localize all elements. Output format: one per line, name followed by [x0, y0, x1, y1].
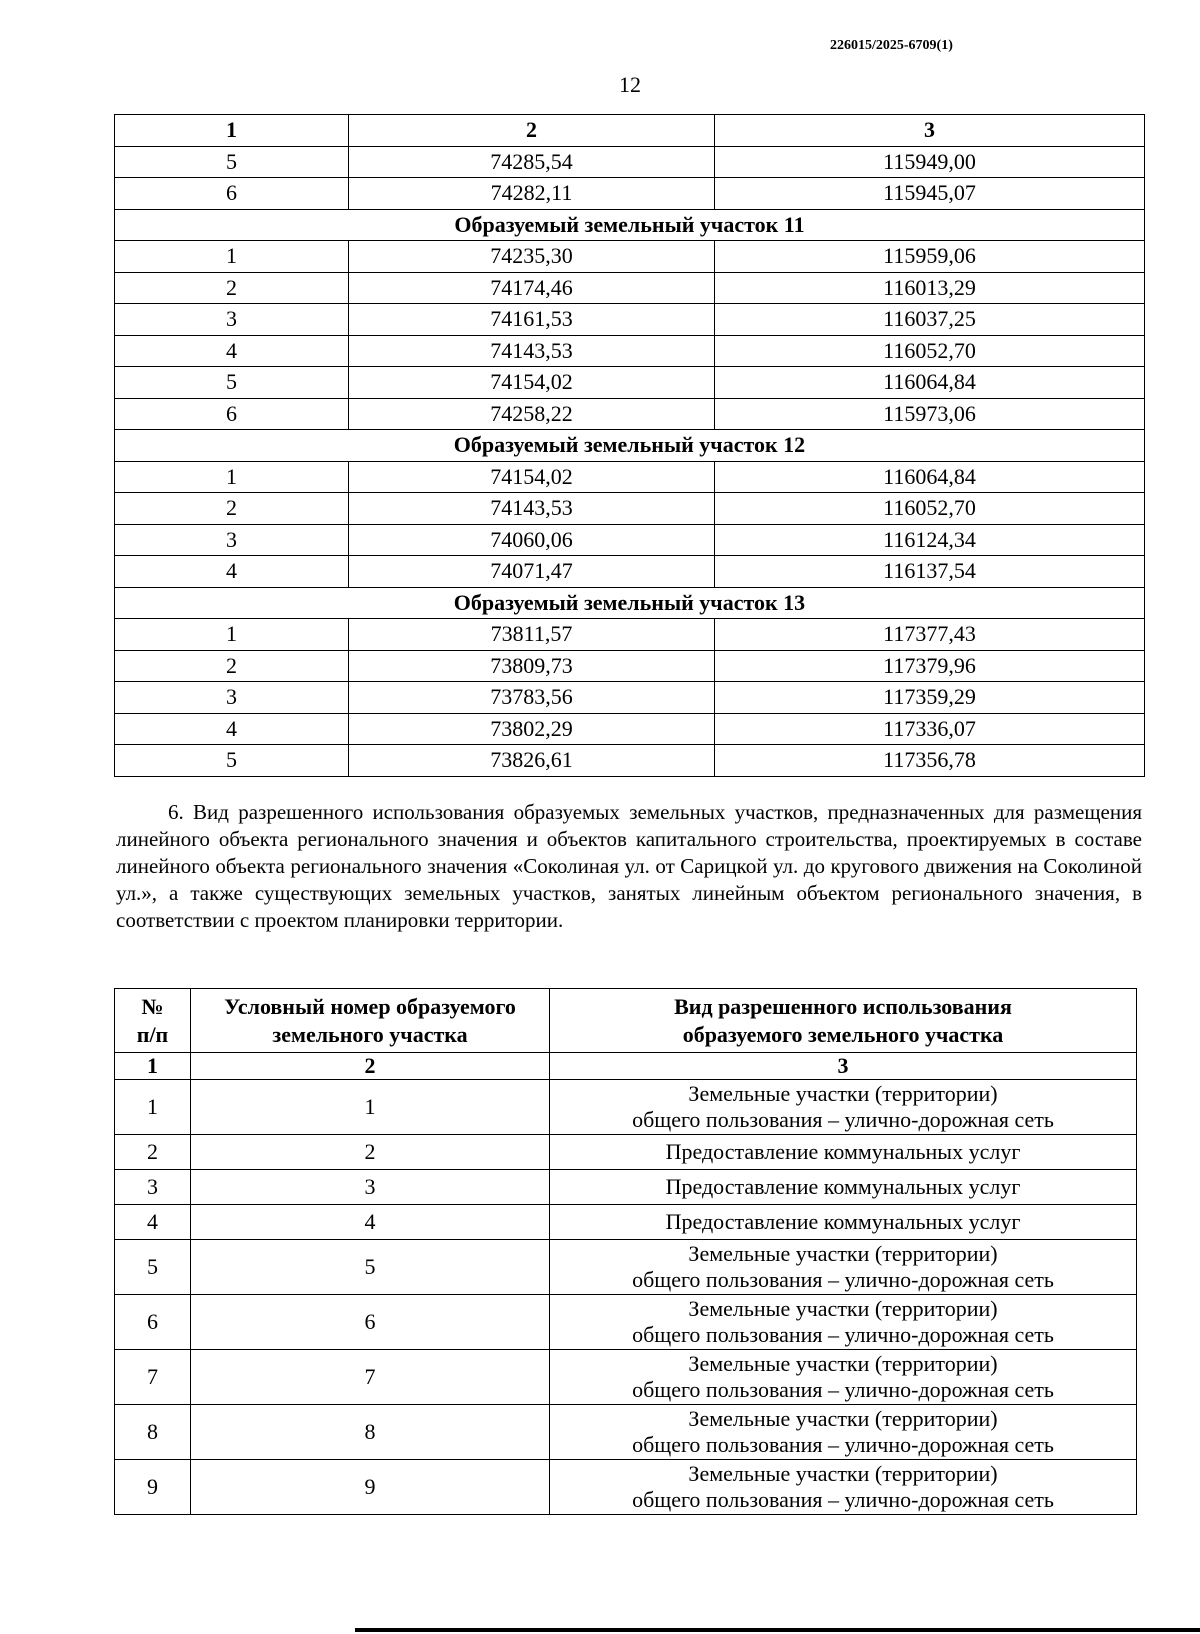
table-row	[115, 1205, 1137, 1240]
header-usage-type	[550, 989, 1137, 1053]
row-number: 5	[115, 1240, 191, 1295]
y-coordinate: 117356,78	[715, 745, 1145, 777]
usage-type	[550, 1080, 1137, 1135]
table-row	[115, 367, 1145, 399]
plot-number: 5	[191, 1240, 550, 1295]
coordinates-header-row	[115, 115, 1145, 147]
usage-line: общего пользования – улично-дорожная сеть	[632, 1322, 1054, 1348]
row-number: 7	[115, 1350, 191, 1405]
x-coordinate: 74143,53	[349, 335, 715, 367]
usage-line: Земельные участки (территории)	[688, 1296, 998, 1321]
table-row	[115, 1080, 1137, 1135]
y-coordinate: 116052,70	[715, 335, 1145, 367]
usage-line: Земельные участки (территории)	[688, 1406, 998, 1431]
y-coordinate: 115945,07	[715, 178, 1145, 210]
usage-index-row	[115, 1053, 1137, 1080]
section-title: Образуемый земельный участок 11	[115, 209, 1145, 241]
x-coordinate: 74282,11	[349, 178, 715, 210]
table-row	[115, 619, 1145, 651]
point-number: 1	[115, 461, 349, 493]
bottom-rule	[355, 1628, 1200, 1632]
index-cell: 2	[191, 1053, 550, 1080]
usage-line: общего пользования – улично-дорожная сеть	[632, 1267, 1054, 1293]
plot-number: 9	[191, 1460, 550, 1515]
x-coordinate: 74161,53	[349, 304, 715, 336]
usage-line: общего пользования – улично-дорожная сеть	[632, 1487, 1054, 1513]
usage-type	[550, 1135, 1137, 1170]
y-coordinate: 115959,06	[715, 241, 1145, 273]
usage-line: Предоставление коммунальных услуг	[665, 1209, 1021, 1235]
table-row	[115, 1295, 1137, 1350]
point-number: 3	[115, 682, 349, 714]
column-header: 3	[715, 115, 1145, 147]
point-number: 5	[115, 367, 349, 399]
table-row	[115, 304, 1145, 336]
x-coordinate: 73783,56	[349, 682, 715, 714]
land-use-table	[114, 988, 1137, 1515]
table-row	[115, 1170, 1137, 1205]
y-coordinate: 115949,00	[715, 146, 1145, 178]
y-coordinate: 117377,43	[715, 619, 1145, 651]
table-row	[115, 335, 1145, 367]
row-number: 3	[115, 1170, 191, 1205]
usage-line: общего пользования – улично-дорожная сеть	[632, 1107, 1054, 1133]
table-row	[115, 493, 1145, 525]
usage-type	[550, 1205, 1137, 1240]
plot-number: 4	[191, 1205, 550, 1240]
usage-line: общего пользования – улично-дорожная сеть	[632, 1432, 1054, 1458]
point-number: 3	[115, 304, 349, 336]
index-cell: 1	[115, 1053, 191, 1080]
x-coordinate: 74154,02	[349, 461, 715, 493]
x-coordinate: 73802,29	[349, 713, 715, 745]
table-row	[115, 178, 1145, 210]
table-row	[115, 146, 1145, 178]
x-coordinate: 73826,61	[349, 745, 715, 777]
y-coordinate: 116124,34	[715, 524, 1145, 556]
table-row	[115, 241, 1145, 273]
page-number: 12	[619, 72, 641, 97]
point-number: 4	[115, 713, 349, 745]
y-coordinate: 116037,25	[715, 304, 1145, 336]
y-coordinate: 117379,96	[715, 650, 1145, 682]
x-coordinate: 74154,02	[349, 367, 715, 399]
usage-line: Земельные участки (территории)	[688, 1461, 998, 1486]
row-number: 1	[115, 1080, 191, 1135]
usage-header-row	[115, 989, 1137, 1053]
point-number: 2	[115, 650, 349, 682]
usage-line: Предоставление коммунальных услуг	[665, 1139, 1021, 1165]
table-row	[115, 398, 1145, 430]
point-number: 5	[115, 146, 349, 178]
x-coordinate: 74071,47	[349, 556, 715, 588]
plot-number: 2	[191, 1135, 550, 1170]
header-text: №	[141, 994, 164, 1019]
x-coordinate: 74060,06	[349, 524, 715, 556]
table-row	[115, 1405, 1137, 1460]
section-title-row	[115, 209, 1145, 241]
usage-line: Земельные участки (территории)	[688, 1081, 998, 1106]
row-number: 6	[115, 1295, 191, 1350]
header-text: Вид разрешенного использования	[674, 994, 1012, 1019]
point-number: 4	[115, 556, 349, 588]
header-text: образуемого земельного участка	[682, 1021, 1004, 1047]
point-number: 5	[115, 745, 349, 777]
table-row	[115, 650, 1145, 682]
x-coordinate: 74285,54	[349, 146, 715, 178]
point-number: 2	[115, 272, 349, 304]
usage-type	[550, 1460, 1137, 1515]
x-coordinate: 74174,46	[349, 272, 715, 304]
y-coordinate: 116013,29	[715, 272, 1145, 304]
document-id: 226015/2025-6709(1)	[830, 38, 953, 53]
usage-line: общего пользования – улично-дорожная сеть	[632, 1377, 1054, 1403]
table-row	[115, 1240, 1137, 1295]
header-text: земельного участка	[272, 1021, 468, 1047]
plot-number: 1	[191, 1080, 550, 1135]
usage-type	[550, 1350, 1137, 1405]
table-row	[115, 272, 1145, 304]
usage-line: Предоставление коммунальных услуг	[665, 1174, 1021, 1200]
usage-type	[550, 1170, 1137, 1205]
usage-type	[550, 1240, 1137, 1295]
row-number: 9	[115, 1460, 191, 1515]
row-number: 4	[115, 1205, 191, 1240]
usage-line: Земельные участки (территории)	[688, 1241, 998, 1266]
header-plot-number	[191, 989, 550, 1053]
paragraph-text: 6. Вид разрешенного использования образуемых земельных участков, предназначенных для размещения линейного объекта регионального значения и объектов капитального строительства, проектируемых в составе линейного объекта регионального значения «Соколиная ул. от Сарицкой ул. до кругового движения на Соколиной ул.», а также существующих земельных участков, занятых линейным объектом регионального значения, в соответствии с проектом планировки территории.	[116, 800, 1142, 932]
point-number: 3	[115, 524, 349, 556]
column-header: 2	[349, 115, 715, 147]
index-cell: 3	[550, 1053, 1137, 1080]
row-number: 2	[115, 1135, 191, 1170]
y-coordinate: 115973,06	[715, 398, 1145, 430]
x-coordinate: 74258,22	[349, 398, 715, 430]
y-coordinate: 116052,70	[715, 493, 1145, 525]
table-row	[115, 1135, 1137, 1170]
x-coordinate: 74235,30	[349, 241, 715, 273]
section-title-row	[115, 587, 1145, 619]
point-number: 6	[115, 398, 349, 430]
header-number	[115, 989, 191, 1053]
point-number: 1	[115, 241, 349, 273]
section-title-row	[115, 430, 1145, 462]
x-coordinate: 73809,73	[349, 650, 715, 682]
x-coordinate: 73811,57	[349, 619, 715, 651]
header-text: Условный номер образуемого	[224, 994, 516, 1019]
y-coordinate: 116064,84	[715, 461, 1145, 493]
column-header: 1	[115, 115, 349, 147]
x-coordinate: 74143,53	[349, 493, 715, 525]
plot-number: 3	[191, 1170, 550, 1205]
table-row	[115, 524, 1145, 556]
y-coordinate: 116064,84	[715, 367, 1145, 399]
header-text: п/п	[136, 1021, 169, 1047]
plot-number: 6	[191, 1295, 550, 1350]
table-row	[115, 682, 1145, 714]
coordinates-table	[114, 114, 1145, 777]
usage-line: Земельные участки (территории)	[688, 1351, 998, 1376]
point-number: 1	[115, 619, 349, 651]
table-row	[115, 713, 1145, 745]
table-row	[115, 1460, 1137, 1515]
table-row	[115, 556, 1145, 588]
point-number: 2	[115, 493, 349, 525]
table-row	[115, 1350, 1137, 1405]
plot-number: 7	[191, 1350, 550, 1405]
row-number: 8	[115, 1405, 191, 1460]
y-coordinate: 116137,54	[715, 556, 1145, 588]
usage-type	[550, 1405, 1137, 1460]
section-title: Образуемый земельный участок 12	[115, 430, 1145, 462]
y-coordinate: 117359,29	[715, 682, 1145, 714]
table-row	[115, 461, 1145, 493]
y-coordinate: 117336,07	[715, 713, 1145, 745]
point-number: 4	[115, 335, 349, 367]
point-number: 6	[115, 178, 349, 210]
table-row	[115, 745, 1145, 777]
usage-type	[550, 1295, 1137, 1350]
section-title: Образуемый земельный участок 13	[115, 587, 1145, 619]
section-6-paragraph	[116, 799, 1142, 934]
plot-number: 8	[191, 1405, 550, 1460]
